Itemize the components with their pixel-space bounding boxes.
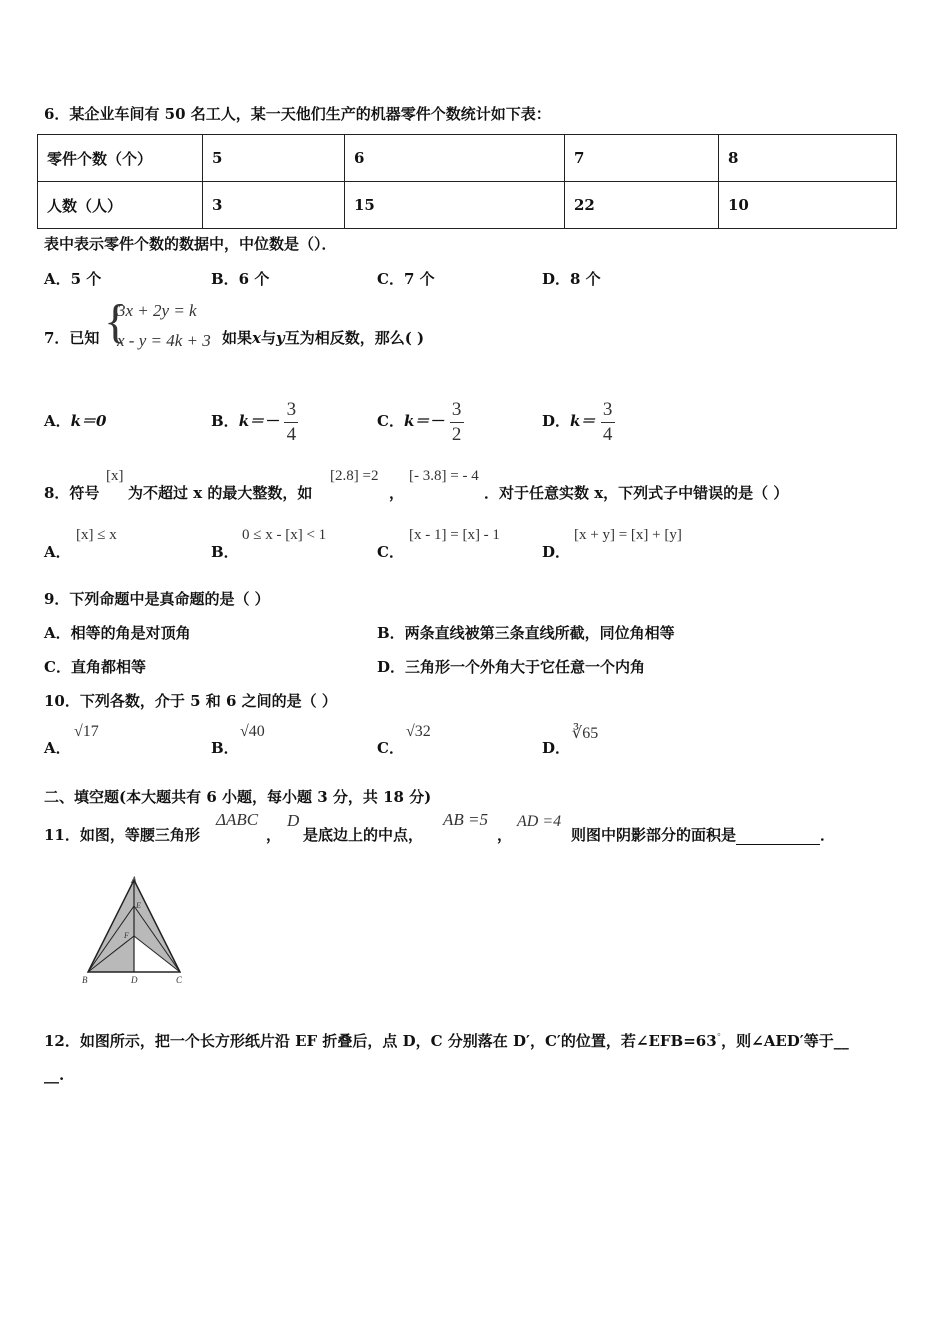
table-cell: 10 xyxy=(719,182,897,229)
q8-option-d-expr: [x + y] = [x] + [y] xyxy=(574,527,682,543)
q10-option-d-label: D． xyxy=(542,739,571,757)
q7-var-y: y xyxy=(275,329,285,347)
option-expr: k＝ xyxy=(570,412,596,430)
table-cell: 零件个数（个） xyxy=(38,135,203,182)
q7-text: 如果 xyxy=(222,329,253,347)
q9-option-d: D．三角形一个外角大于它任意一个内角 xyxy=(377,658,646,676)
q8-option-c-expr: [x - 1] = [x] - 1 xyxy=(409,527,500,543)
q7-var-x: x xyxy=(252,329,261,347)
answer-blank[interactable] xyxy=(736,826,820,845)
option-label: B． xyxy=(211,412,239,430)
triangle-figure xyxy=(76,874,192,990)
option-expr: k＝－ xyxy=(403,412,445,430)
q7-suffix xyxy=(222,327,424,348)
q7-option-a xyxy=(44,410,106,431)
q10-stem: 10．下列各数，介于 5 和 6 之间的是（ ） xyxy=(44,692,337,710)
q11-ab: AB =5 xyxy=(443,810,488,829)
q11-ad: AD =4 xyxy=(517,813,562,830)
q6-question: 表中表示零件个数的数据中，中位数是（）． xyxy=(44,235,337,253)
q7-text: 互为相反数，那么( ) xyxy=(284,329,425,347)
q10-option-c-expr: √32 xyxy=(406,723,431,740)
denominator: 2 xyxy=(451,423,462,445)
q10-option-d-expr: ∛65 xyxy=(572,725,599,742)
q10-option-a-label: A． xyxy=(44,739,71,757)
q10-option-b-expr: √40 xyxy=(240,723,265,740)
table-cell: 5 xyxy=(203,135,345,182)
q8-prefix: 8．符号 xyxy=(44,484,100,502)
q9-option-c: C．直角都相等 xyxy=(44,658,146,676)
system-brace: { xyxy=(104,295,128,348)
option-expr: k＝0 xyxy=(70,412,107,430)
q11-prefix: 11．如图，等腰三角形 xyxy=(44,826,200,844)
option-label: D． xyxy=(542,412,571,430)
numerator: 3 xyxy=(286,398,297,420)
q7-option-c xyxy=(377,384,464,445)
q7-text: 与 xyxy=(260,329,276,347)
option-label: A． xyxy=(44,412,71,430)
q6-option-c: C．7 个 xyxy=(377,270,435,288)
fraction xyxy=(284,400,298,445)
q12-line1 xyxy=(44,1030,849,1051)
q11-mid: 是底边上的中点， xyxy=(303,826,424,844)
table-cell: 3 xyxy=(203,182,345,229)
q6-option-d: D．8 个 xyxy=(542,270,601,288)
q8-symbol: [x] xyxy=(106,468,124,484)
q10-option-c-label: C． xyxy=(377,739,404,757)
fraction xyxy=(450,400,464,445)
q11-text: 则图中阴影部分的面积是 xyxy=(571,826,737,844)
q11-comma: ， xyxy=(266,826,282,844)
q8-mid: 为不超过 x 的最大整数，如 xyxy=(128,484,313,502)
q8-option-b-expr: 0 ≤ x - [x] < 1 xyxy=(242,527,327,543)
denominator: 4 xyxy=(286,423,297,445)
table-row xyxy=(38,182,897,229)
q8-comma: ， xyxy=(389,484,405,502)
q6-stem: 6．某企业车间有 50 名工人，某一天他们生产的机器零件个数统计如下表： xyxy=(44,105,551,123)
table-cell: 6 xyxy=(345,135,565,182)
q9-option-a: A．相等的角是对顶角 xyxy=(44,624,191,642)
q8-example-1: [2.8] =2 xyxy=(330,468,379,484)
label-f: F xyxy=(124,931,129,940)
q12-line2: __. xyxy=(44,1066,65,1084)
q8-option-a-expr: [x] ≤ x xyxy=(76,527,117,543)
q11-triangle: ΔABC xyxy=(216,810,259,829)
table-row xyxy=(38,135,897,182)
q6-option-b: B．6 个 xyxy=(211,270,270,288)
degree-symbol: ° xyxy=(716,1033,722,1043)
q11-text: ． xyxy=(820,826,836,844)
q7-eq2: x - y = 4k + 3 xyxy=(117,331,211,350)
q6-option-a: A．5 个 xyxy=(44,270,102,288)
parts-table xyxy=(37,134,897,229)
numerator: 3 xyxy=(602,398,613,420)
label-d: D xyxy=(131,975,138,985)
table-cell: 人数（人） xyxy=(38,182,203,229)
q10-option-b-label: B． xyxy=(211,739,239,757)
q12-text: ，则∠AED′等于__ xyxy=(721,1032,849,1050)
q8-suffix: ．对于任意实数 x，下列式子中错误的是（ ） xyxy=(484,484,789,502)
section-2-heading: 二、填空题(本大题共有 6 小题，每小题 3 分，共 18 分) xyxy=(44,788,432,806)
table-cell: 15 xyxy=(345,182,565,229)
label-a: A xyxy=(131,875,137,885)
q9-option-b: B．两条直线被第三条直线所截，同位角相等 xyxy=(377,624,675,642)
q7-option-d xyxy=(542,384,615,445)
label-b: B xyxy=(82,975,88,985)
q7-eq1: 3x + 2y = k xyxy=(117,301,197,320)
q8-option-a-label: A． xyxy=(44,543,71,561)
denominator: 4 xyxy=(602,423,613,445)
q8-example-2: [- 3.8] = - 4 xyxy=(409,468,479,484)
option-expr: k＝－ xyxy=(238,412,280,430)
option-label: C． xyxy=(377,412,404,430)
label-c: C xyxy=(176,975,183,985)
q8-option-d-label: D． xyxy=(542,543,571,561)
q7-option-b xyxy=(211,384,298,445)
q12-text: 12．如图所示，把一个长方形纸片沿 EF 折叠后，点 D，C 分别落在 D′，C′的位置，若∠EFB=63 xyxy=(44,1032,717,1050)
q11-suffix xyxy=(571,824,835,845)
q8-option-c-label: C． xyxy=(377,543,404,561)
table-cell: 22 xyxy=(565,182,719,229)
table-cell: 8 xyxy=(719,135,897,182)
label-e: E xyxy=(136,901,141,910)
q11-point-d: D xyxy=(287,811,300,830)
q10-option-a-expr: √17 xyxy=(74,723,99,740)
q8-option-b-label: B． xyxy=(211,543,239,561)
table-cell: 7 xyxy=(565,135,719,182)
numerator: 3 xyxy=(451,398,462,420)
q11-comma: ， xyxy=(497,826,513,844)
fraction xyxy=(601,400,615,445)
q7-prefix: 7．已知 xyxy=(44,329,100,347)
q9-stem: 9．下列命题中是真命题的是（ ） xyxy=(44,590,270,608)
